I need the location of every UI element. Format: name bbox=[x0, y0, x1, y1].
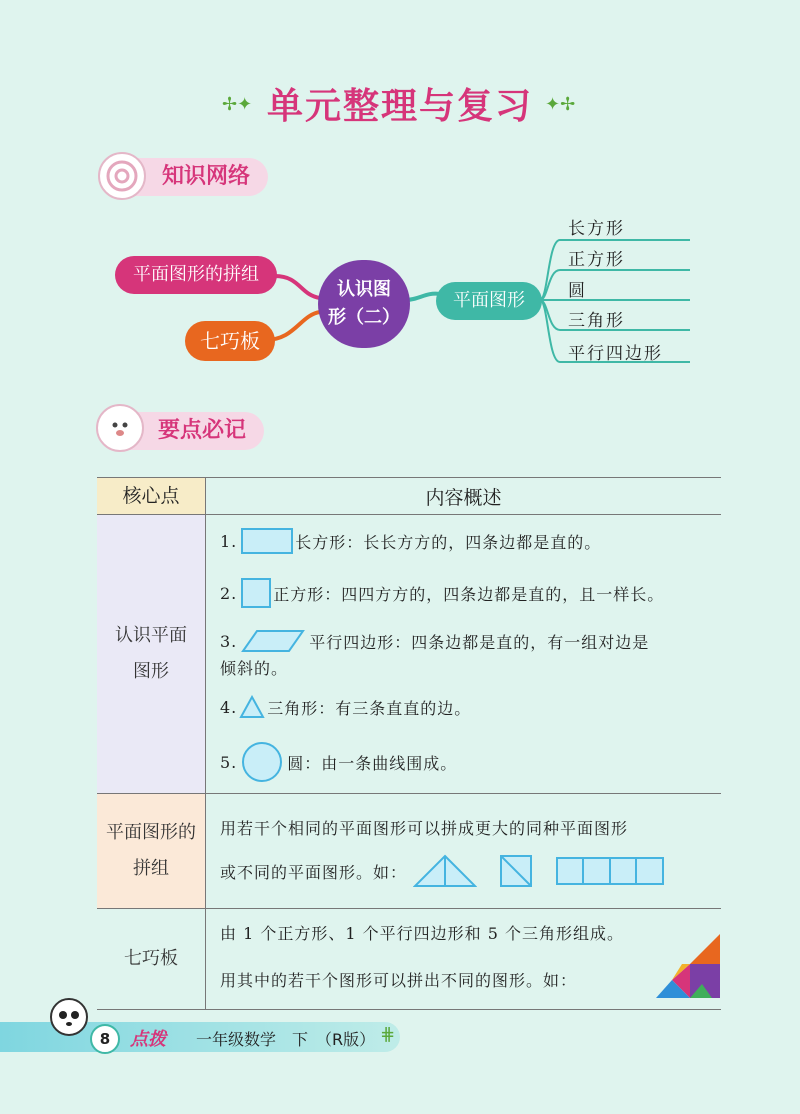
four-squares-figure-icon bbox=[555, 856, 665, 886]
item-number: 1. bbox=[220, 531, 238, 551]
page-title: 单元整理与复习 bbox=[266, 86, 533, 127]
item-number: 4. bbox=[220, 697, 238, 717]
item-text: 正方形：四四方方的，四条边都是直的，且一样长。 bbox=[273, 584, 665, 604]
key-line: 七巧板 bbox=[124, 948, 178, 969]
mindmap-center-node bbox=[318, 260, 410, 348]
mindmap-leaf-parallelogram: 平行四边形 bbox=[568, 344, 663, 364]
mindmap-node-tangram: 七巧板 bbox=[185, 321, 275, 361]
item-text: 三角形：有三条直直的边。 bbox=[267, 698, 472, 718]
square-shape-icon bbox=[241, 578, 271, 608]
item-number: 2. bbox=[220, 583, 238, 603]
list-item bbox=[220, 515, 721, 567]
split-square-figure-icon bbox=[499, 854, 533, 888]
table-row-key bbox=[97, 909, 206, 1010]
item-text-continued: 倾斜的。 bbox=[220, 659, 289, 678]
item-number: 3. bbox=[220, 631, 238, 651]
key-line: 认识平面 bbox=[115, 625, 187, 646]
rectangle-shape-icon bbox=[241, 528, 293, 554]
mindmap-leaf-triangle: 三角形 bbox=[568, 311, 625, 331]
panda-mascot-icon bbox=[50, 998, 88, 1036]
content-line: 或不同的平面图形。如： bbox=[220, 862, 408, 882]
list-item bbox=[220, 619, 721, 683]
list-item bbox=[220, 731, 721, 793]
table-header-content: 内容概述 bbox=[206, 478, 722, 515]
list-item bbox=[220, 567, 721, 619]
key-line: 平面图形的 bbox=[106, 822, 196, 843]
triangle-shape-icon bbox=[239, 695, 265, 719]
key-points-table bbox=[97, 477, 721, 1010]
bamboo-icon: ⋕ bbox=[380, 1024, 396, 1045]
table-row-key bbox=[97, 794, 206, 909]
item-number: 5. bbox=[220, 752, 238, 772]
table-row-content bbox=[206, 515, 722, 794]
item-text: 长方形：长长方方的，四条边都是直的。 bbox=[295, 532, 602, 552]
snail-mascot-icon bbox=[98, 152, 146, 200]
section-title-knowledge: 知识网络 bbox=[162, 164, 251, 189]
sprout-right-icon: ✦✢ bbox=[545, 94, 576, 115]
table-header-key: 核心点 bbox=[97, 478, 206, 515]
footer-subject: 一年级数学 下 （R版） bbox=[196, 1030, 376, 1049]
content-line: 用其中的若干个图形可以拼出不同的图形。如： bbox=[220, 970, 578, 990]
content-line-with-figures bbox=[220, 849, 721, 893]
mindmap-leaf-square: 正方形 bbox=[568, 250, 625, 270]
content-line-with-figure bbox=[220, 954, 721, 1004]
table-row bbox=[97, 909, 721, 1010]
table-row-content bbox=[206, 909, 722, 1010]
content-line: 由 1 个正方形、1 个平行四边形和 5 个三角形组成。 bbox=[220, 924, 624, 943]
brand-logo: 点拨 bbox=[130, 1029, 166, 1050]
mindmap-center-line2: 形（二） bbox=[328, 307, 400, 328]
table-header-row bbox=[97, 478, 721, 515]
tangram-figure-icon bbox=[654, 932, 722, 1000]
item-line bbox=[220, 627, 721, 655]
key-line: 图形 bbox=[133, 661, 169, 682]
circle-shape-icon bbox=[241, 741, 283, 783]
mindmap-leaf-rectangle: 长方形 bbox=[568, 219, 625, 239]
puppy-mascot-icon bbox=[96, 404, 144, 452]
item-text: 圆：由一条曲线围成。 bbox=[287, 753, 458, 773]
mindmap-leaf-circle: 圆 bbox=[568, 281, 587, 301]
two-triangles-figure-icon bbox=[413, 854, 477, 888]
key-line: 拼组 bbox=[133, 858, 169, 879]
table-row-key bbox=[97, 515, 206, 794]
mindmap-node-plane-shapes: 平面图形 bbox=[436, 282, 542, 320]
content-line: 用若干个相同的平面图形可以拼成更大的同种平面图形 bbox=[220, 819, 629, 838]
sprout-left-icon: ✢✦ bbox=[222, 94, 253, 115]
table-row-content bbox=[206, 794, 722, 909]
section-title-keypoints: 要点必记 bbox=[158, 418, 247, 443]
mindmap-center-line1: 认识图 bbox=[337, 279, 391, 300]
page-number: 8 bbox=[90, 1024, 120, 1054]
parallelogram-shape-icon bbox=[241, 629, 305, 653]
item-text: 平行四边形：四条边都是直的，有一组对边是 bbox=[309, 632, 650, 652]
mindmap-node-combination: 平面图形的拼组 bbox=[115, 256, 277, 294]
table-row bbox=[97, 515, 721, 794]
table-row bbox=[97, 794, 721, 909]
list-item bbox=[220, 683, 721, 731]
